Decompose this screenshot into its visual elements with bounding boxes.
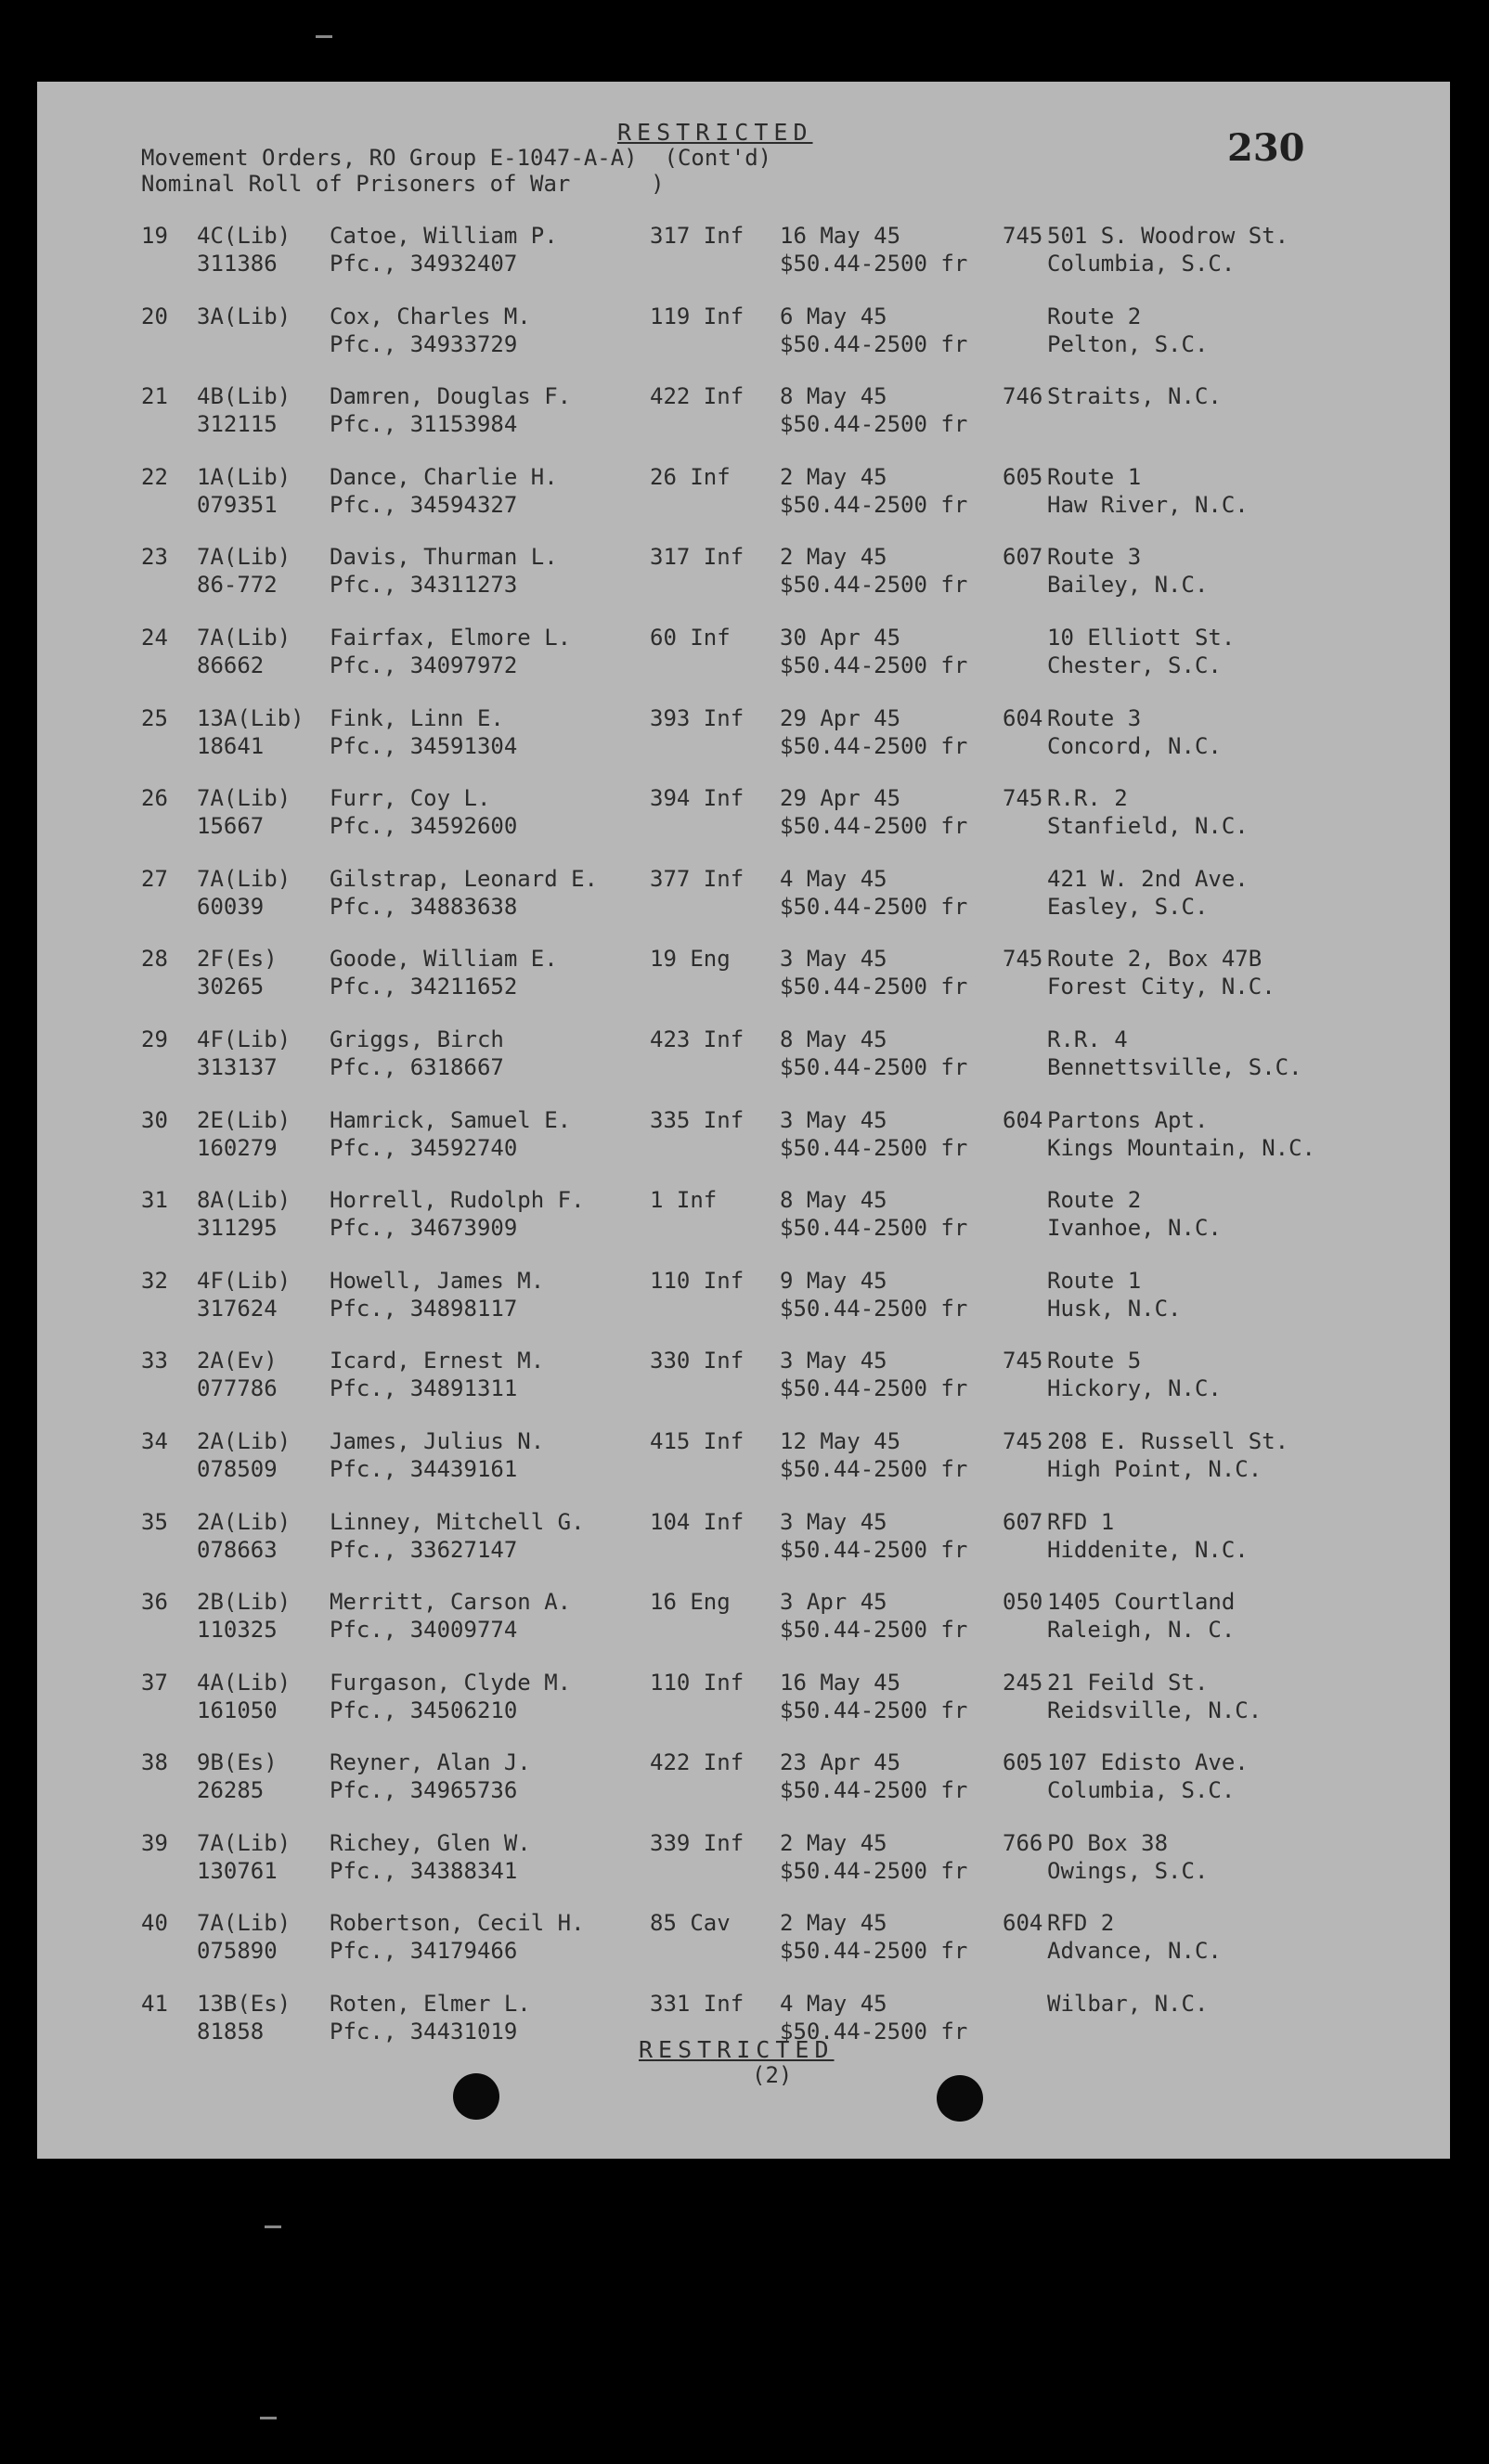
entry-camp: 4C(Lib) <box>197 223 291 249</box>
entry-address-line-2: High Point, N.C. <box>1047 1455 1262 1482</box>
entry-name: Icard, Ernest M. <box>330 1348 545 1374</box>
entry-name: Roten, Elmer L. <box>330 1991 531 2018</box>
entry-name: Robertson, Cecil H. <box>330 1910 585 1937</box>
entry-address-line-1: Route 2, Box 47B <box>1047 946 1262 973</box>
entry-name: Cox, Charles M. <box>330 303 531 329</box>
entry-name: Furgason, Clyde M. <box>330 1669 572 1696</box>
entry-camp: 2A(Ev) <box>197 1348 278 1374</box>
entry-unit: 330 Inf <box>650 1348 744 1374</box>
entry-code: 604 <box>1003 1910 1043 1937</box>
header-line-nominal-roll: Nominal Roll of Prisoners of War ) <box>141 171 665 197</box>
entry-unit: 415 Inf <box>650 1427 744 1454</box>
entry-number: 33 <box>141 1348 168 1374</box>
entry-address-line-2: Bailey, N.C. <box>1047 572 1209 599</box>
entry-name: Merritt, Carson A. <box>330 1589 572 1616</box>
entry-rank-id: Pfc., 34009774 <box>330 1617 518 1644</box>
entry-address-line-2: Chester, S.C. <box>1047 651 1222 678</box>
page-footer-number: (2) <box>752 2062 793 2088</box>
entry-code: 746 <box>1003 383 1043 410</box>
entry-pay: $50.44-2500 fr <box>780 1696 968 1723</box>
entry-address-line-1: PO Box 38 <box>1047 1829 1169 1856</box>
entry-address-line-2: Ivanhoe, N.C. <box>1047 1215 1222 1242</box>
entry-address-line-2: Hickory, N.C. <box>1047 1375 1222 1402</box>
classification-marking-bottom: RESTRICTED <box>639 2036 835 2063</box>
entry-address-line-1: R.R. 4 <box>1047 1026 1128 1052</box>
entry-camp: 13B(Es) <box>197 1991 291 2018</box>
entry-date: 2 May 45 <box>780 544 887 571</box>
entry-unit: 317 Inf <box>650 223 744 249</box>
entry-code: 245 <box>1003 1669 1043 1696</box>
entry-camp: 7A(Lib) <box>197 624 291 651</box>
entry-serial: 26285 <box>197 1777 265 1804</box>
entry-date: 6 May 45 <box>780 303 887 329</box>
entry-address-line-1: Route 2 <box>1047 1187 1142 1214</box>
entry-address-line-1: RFD 2 <box>1047 1910 1115 1937</box>
entry-date: 9 May 45 <box>780 1267 887 1294</box>
entry-address-line-2: Pelton, S.C. <box>1047 330 1209 357</box>
entry-pay: $50.44-2500 fr <box>780 1375 968 1402</box>
entry-number: 36 <box>141 1589 168 1616</box>
entry-address-line-2: Forest City, N.C. <box>1047 974 1275 1000</box>
entry-name: Richey, Glen W. <box>330 1829 531 1856</box>
entry-date: 30 Apr 45 <box>780 624 901 651</box>
entry-date: 4 May 45 <box>780 865 887 892</box>
entry-address-line-2: Raleigh, N. C. <box>1047 1617 1236 1644</box>
entry-rank-id: Pfc., 34439161 <box>330 1455 518 1482</box>
roll-entry <box>37 866 1450 947</box>
entry-number: 39 <box>141 1829 168 1856</box>
entry-pay: $50.44-2500 fr <box>780 1455 968 1482</box>
entry-unit: 119 Inf <box>650 303 744 329</box>
entry-name: Fairfax, Elmore L. <box>330 624 572 651</box>
entry-code: 605 <box>1003 463 1043 490</box>
entry-serial: 075890 <box>197 1938 278 1965</box>
entry-rank-id: Pfc., 6318667 <box>330 1053 504 1080</box>
entry-date: 3 May 45 <box>780 1508 887 1535</box>
entry-address-line-1: 501 S. Woodrow St. <box>1047 223 1289 249</box>
entry-unit: 339 Inf <box>650 1829 744 1856</box>
scan-artifact <box>265 2225 281 2228</box>
entry-serial: 078663 <box>197 1536 278 1563</box>
entry-code: 605 <box>1003 1749 1043 1776</box>
entry-pay: $50.44-2500 fr <box>780 2019 968 2045</box>
entry-address-line-2: Kings Mountain, N.C. <box>1047 1134 1315 1161</box>
entry-rank-id: Pfc., 34388341 <box>330 1857 518 1884</box>
entry-address-line-1: 208 E. Russell St. <box>1047 1427 1289 1454</box>
entry-code: 604 <box>1003 1106 1043 1133</box>
entry-code: 050 <box>1003 1589 1043 1616</box>
entry-serial: 078509 <box>197 1455 278 1482</box>
entry-camp: 7A(Lib) <box>197 544 291 571</box>
roll-entry <box>37 1830 1450 1911</box>
entry-number: 30 <box>141 1106 168 1133</box>
roll-entry <box>37 1509 1450 1590</box>
entry-camp: 13A(Lib) <box>197 704 304 731</box>
entry-camp: 7A(Lib) <box>197 1829 291 1856</box>
roll-entry <box>37 1026 1450 1107</box>
entry-address-line-1: Route 3 <box>1047 704 1142 731</box>
entry-serial: 077786 <box>197 1375 278 1402</box>
entry-name: Hamrick, Samuel E. <box>330 1106 572 1133</box>
entry-camp: 4B(Lib) <box>197 383 291 410</box>
entry-unit: 331 Inf <box>650 1991 744 2018</box>
entry-code: 745 <box>1003 223 1043 249</box>
roll-entry <box>37 625 1450 705</box>
header-line-movement-orders: Movement Orders, RO Group E-1047-A-A) (Cont'd) <box>141 145 772 171</box>
entry-rank-id: Pfc., 34673909 <box>330 1215 518 1242</box>
roll-entry <box>37 705 1450 786</box>
entry-address-line-2: Columbia, S.C. <box>1047 251 1236 277</box>
entry-address-line-1: 107 Edisto Ave. <box>1047 1749 1249 1776</box>
entry-rank-id: Pfc., 34506210 <box>330 1696 518 1723</box>
entry-date: 29 Apr 45 <box>780 704 901 731</box>
entry-pay: $50.44-2500 fr <box>780 1536 968 1563</box>
entry-name: Gilstrap, Leonard E. <box>330 865 598 892</box>
entry-name: Horrell, Rudolph F. <box>330 1187 585 1214</box>
entry-number: 23 <box>141 544 168 571</box>
entry-date: 12 May 45 <box>780 1427 901 1454</box>
entry-camp: 4A(Lib) <box>197 1669 291 1696</box>
entry-serial: 313137 <box>197 1053 278 1080</box>
entry-number: 19 <box>141 223 168 249</box>
entry-unit: 60 Inf <box>650 624 731 651</box>
entry-rank-id: Pfc., 31153984 <box>330 411 518 438</box>
entry-rank-id: Pfc., 34592600 <box>330 813 518 840</box>
entry-number: 20 <box>141 303 168 329</box>
scan-artifact <box>260 2417 277 2419</box>
entry-address-line-2: Easley, S.C. <box>1047 893 1209 920</box>
roll-entry <box>37 1187 1450 1268</box>
entry-address-line-2: Husk, N.C. <box>1047 1295 1182 1322</box>
entry-name: Davis, Thurman L. <box>330 544 558 571</box>
entry-address-line-1: RFD 1 <box>1047 1508 1115 1535</box>
entry-serial: 312115 <box>197 411 278 438</box>
entry-date: 8 May 45 <box>780 383 887 410</box>
entry-number: 37 <box>141 1669 168 1696</box>
entry-date: 8 May 45 <box>780 1187 887 1214</box>
roll-entry <box>37 1348 1450 1428</box>
punch-hole <box>937 2075 983 2122</box>
entry-camp: 9B(Es) <box>197 1749 278 1776</box>
entry-serial: 311295 <box>197 1215 278 1242</box>
roll-entry <box>37 1589 1450 1670</box>
entry-name: James, Julius N. <box>330 1427 545 1454</box>
entry-unit: 317 Inf <box>650 544 744 571</box>
entry-pay: $50.44-2500 fr <box>780 1938 968 1965</box>
entry-pay: $50.44-2500 fr <box>780 491 968 518</box>
entry-date: 2 May 45 <box>780 463 887 490</box>
entry-address-line-1: R.R. 2 <box>1047 785 1128 812</box>
entry-number: 26 <box>141 785 168 812</box>
entry-pay: $50.44-2500 fr <box>780 1053 968 1080</box>
entry-name: Fink, Linn E. <box>330 704 504 731</box>
entry-pay: $50.44-2500 fr <box>780 251 968 277</box>
entry-serial: 15667 <box>197 813 265 840</box>
entry-unit: 423 Inf <box>650 1026 744 1052</box>
entry-pay: $50.44-2500 fr <box>780 1295 968 1322</box>
document-page <box>37 82 1450 2159</box>
entry-serial: 18641 <box>197 732 265 759</box>
entry-number: 24 <box>141 624 168 651</box>
entry-rank-id: Pfc., 34898117 <box>330 1295 518 1322</box>
entry-address-line-1: Partons Apt. <box>1047 1106 1209 1133</box>
entry-pay: $50.44-2500 fr <box>780 974 968 1000</box>
entry-rank-id: Pfc., 34179466 <box>330 1938 518 1965</box>
entry-address-line-1: 10 Elliott St. <box>1047 624 1236 651</box>
entry-camp: 3A(Lib) <box>197 303 291 329</box>
entry-date: 2 May 45 <box>780 1829 887 1856</box>
entry-serial: 110325 <box>197 1617 278 1644</box>
entry-address-line-1: 1405 Courtland <box>1047 1589 1236 1616</box>
entry-address-line-1: 21 Feild St. <box>1047 1669 1209 1696</box>
entry-address-line-2: Stanfield, N.C. <box>1047 813 1249 840</box>
entry-code: 604 <box>1003 704 1043 731</box>
entry-unit: 85 Cav <box>650 1910 731 1937</box>
entry-address-line-1: Route 5 <box>1047 1348 1142 1374</box>
entry-unit: 110 Inf <box>650 1669 744 1696</box>
entry-date: 29 Apr 45 <box>780 785 901 812</box>
entry-camp: 7A(Lib) <box>197 1910 291 1937</box>
entry-pay: $50.44-2500 fr <box>780 1777 968 1804</box>
entry-camp: 2F(Es) <box>197 946 278 973</box>
entry-unit: 393 Inf <box>650 704 744 731</box>
entry-code: 745 <box>1003 946 1043 973</box>
entry-serial: 317624 <box>197 1295 278 1322</box>
entry-code: 745 <box>1003 1348 1043 1374</box>
entry-camp: 7A(Lib) <box>197 865 291 892</box>
entry-date: 3 Apr 45 <box>780 1589 887 1616</box>
entry-number: 35 <box>141 1508 168 1535</box>
entry-name: Catoe, William P. <box>330 223 558 249</box>
entry-name: Goode, William E. <box>330 946 558 973</box>
entry-address-line-2: Bennettsville, S.C. <box>1047 1053 1302 1080</box>
entry-number: 31 <box>141 1187 168 1214</box>
entry-rank-id: Pfc., 34097972 <box>330 651 518 678</box>
entry-number: 27 <box>141 865 168 892</box>
entry-code: 607 <box>1003 1508 1043 1535</box>
entry-name: Griggs, Birch <box>330 1026 504 1052</box>
entry-unit: 19 Eng <box>650 946 731 973</box>
entry-address-line-1: 421 W. 2nd Ave. <box>1047 865 1249 892</box>
entry-number: 22 <box>141 463 168 490</box>
entry-serial: 311386 <box>197 251 278 277</box>
entry-date: 3 May 45 <box>780 946 887 973</box>
entry-unit: 26 Inf <box>650 463 731 490</box>
entry-address-line-2: Reidsville, N.C. <box>1047 1696 1262 1723</box>
scan-artifact <box>316 35 332 38</box>
entry-address-line-1: Route 3 <box>1047 544 1142 571</box>
entry-rank-id: Pfc., 33627147 <box>330 1536 518 1563</box>
roll-entry <box>37 1670 1450 1750</box>
entry-address-line-2: Haw River, N.C. <box>1047 491 1249 518</box>
entry-serial: 079351 <box>197 491 278 518</box>
entry-unit: 335 Inf <box>650 1106 744 1133</box>
entry-serial: 86-772 <box>197 572 278 599</box>
entry-code: 607 <box>1003 544 1043 571</box>
entry-rank-id: Pfc., 34883638 <box>330 893 518 920</box>
roll-entry <box>37 383 1450 464</box>
entry-serial: 86662 <box>197 651 265 678</box>
entry-unit: 104 Inf <box>650 1508 744 1535</box>
entry-unit: 422 Inf <box>650 1749 744 1776</box>
entry-rank-id: Pfc., 34311273 <box>330 572 518 599</box>
entry-address-line-2: Columbia, S.C. <box>1047 1777 1236 1804</box>
entry-name: Dance, Charlie H. <box>330 463 558 490</box>
roll-entry <box>37 785 1450 866</box>
entry-pay: $50.44-2500 fr <box>780 330 968 357</box>
entry-number: 32 <box>141 1267 168 1294</box>
entry-date: 16 May 45 <box>780 1669 901 1696</box>
entry-unit: 377 Inf <box>650 865 744 892</box>
entry-number: 28 <box>141 946 168 973</box>
roll-entry <box>37 1749 1450 1830</box>
entry-date: 3 May 45 <box>780 1106 887 1133</box>
entry-number: 25 <box>141 704 168 731</box>
entry-serial: 161050 <box>197 1696 278 1723</box>
entry-number: 38 <box>141 1749 168 1776</box>
entry-name: Linney, Mitchell G. <box>330 1508 585 1535</box>
entry-unit: 1 Inf <box>650 1187 718 1214</box>
entry-serial: 130761 <box>197 1857 278 1884</box>
entry-name: Damren, Douglas F. <box>330 383 572 410</box>
entry-pay: $50.44-2500 fr <box>780 1134 968 1161</box>
entry-camp: 7A(Lib) <box>197 785 291 812</box>
classification-marking-top: RESTRICTED <box>617 119 813 146</box>
entry-date: 8 May 45 <box>780 1026 887 1052</box>
entry-pay: $50.44-2500 fr <box>780 813 968 840</box>
entry-rank-id: Pfc., 34211652 <box>330 974 518 1000</box>
entry-pay: $50.44-2500 fr <box>780 1215 968 1242</box>
entry-number: 29 <box>141 1026 168 1052</box>
entry-rank-id: Pfc., 34932407 <box>330 251 518 277</box>
entry-camp: 2A(Lib) <box>197 1508 291 1535</box>
entry-unit: 16 Eng <box>650 1589 731 1616</box>
prisoner-roll-list <box>37 223 1450 2071</box>
entry-pay: $50.44-2500 fr <box>780 1857 968 1884</box>
entry-pay: $50.44-2500 fr <box>780 893 968 920</box>
entry-address-line-2: Hiddenite, N.C. <box>1047 1536 1249 1563</box>
entry-address-line-1: Straits, N.C. <box>1047 383 1222 410</box>
entry-camp: 1A(Lib) <box>197 463 291 490</box>
entry-camp: 8A(Lib) <box>197 1187 291 1214</box>
entry-address-line-2: Advance, N.C. <box>1047 1938 1222 1965</box>
entry-unit: 422 Inf <box>650 383 744 410</box>
roll-entry <box>37 1107 1450 1188</box>
entry-rank-id: Pfc., 34591304 <box>330 732 518 759</box>
entry-camp: 4F(Lib) <box>197 1026 291 1052</box>
entry-camp: 4F(Lib) <box>197 1267 291 1294</box>
entry-pay: $50.44-2500 fr <box>780 411 968 438</box>
entry-address-line-1: Route 1 <box>1047 463 1142 490</box>
entry-rank-id: Pfc., 34592740 <box>330 1134 518 1161</box>
entry-rank-id: Pfc., 34594327 <box>330 491 518 518</box>
roll-entry <box>37 544 1450 625</box>
punch-hole <box>453 2073 499 2120</box>
entry-address-line-1: Route 2 <box>1047 303 1142 329</box>
entry-pay: $50.44-2500 fr <box>780 1617 968 1644</box>
entry-address-line-2: Owings, S.C. <box>1047 1857 1209 1884</box>
entry-pay: $50.44-2500 fr <box>780 572 968 599</box>
entry-rank-id: Pfc., 34933729 <box>330 330 518 357</box>
entry-number: 34 <box>141 1427 168 1454</box>
entry-code: 745 <box>1003 1427 1043 1454</box>
entry-code: 745 <box>1003 785 1043 812</box>
entry-name: Reyner, Alan J. <box>330 1749 531 1776</box>
entry-date: 23 Apr 45 <box>780 1749 901 1776</box>
roll-entry <box>37 223 1450 303</box>
entry-number: 21 <box>141 383 168 410</box>
entry-name: Furr, Coy L. <box>330 785 491 812</box>
entry-number: 41 <box>141 1991 168 2018</box>
entry-address-line-1: Route 1 <box>1047 1267 1142 1294</box>
entry-date: 4 May 45 <box>780 1991 887 2018</box>
entry-pay: $50.44-2500 fr <box>780 732 968 759</box>
roll-entry <box>37 1428 1450 1509</box>
roll-entry <box>37 464 1450 545</box>
entry-rank-id: Pfc., 34965736 <box>330 1777 518 1804</box>
entry-rank-id: Pfc., 34431019 <box>330 2019 518 2045</box>
entry-number: 40 <box>141 1910 168 1937</box>
entry-camp: 2B(Lib) <box>197 1589 291 1616</box>
entry-serial: 81858 <box>197 2019 265 2045</box>
roll-entry <box>37 946 1450 1026</box>
entry-pay: $50.44-2500 fr <box>780 651 968 678</box>
entry-unit: 110 Inf <box>650 1267 744 1294</box>
roll-entry <box>37 1268 1450 1348</box>
entry-date: 3 May 45 <box>780 1348 887 1374</box>
entry-serial: 30265 <box>197 974 265 1000</box>
entry-unit: 394 Inf <box>650 785 744 812</box>
roll-entry <box>37 1910 1450 1991</box>
entry-address-line-1: Wilbar, N.C. <box>1047 1991 1209 2018</box>
entry-camp: 2E(Lib) <box>197 1106 291 1133</box>
entry-serial: 60039 <box>197 893 265 920</box>
entry-camp: 2A(Lib) <box>197 1427 291 1454</box>
roll-entry <box>37 303 1450 384</box>
entry-date: 16 May 45 <box>780 223 901 249</box>
entry-code: 766 <box>1003 1829 1043 1856</box>
entry-address-line-2: Concord, N.C. <box>1047 732 1222 759</box>
entry-rank-id: Pfc., 34891311 <box>330 1375 518 1402</box>
page-number: 230 <box>1227 126 1305 170</box>
entry-date: 2 May 45 <box>780 1910 887 1937</box>
entry-serial: 160279 <box>197 1134 278 1161</box>
entry-name: Howell, James M. <box>330 1267 545 1294</box>
